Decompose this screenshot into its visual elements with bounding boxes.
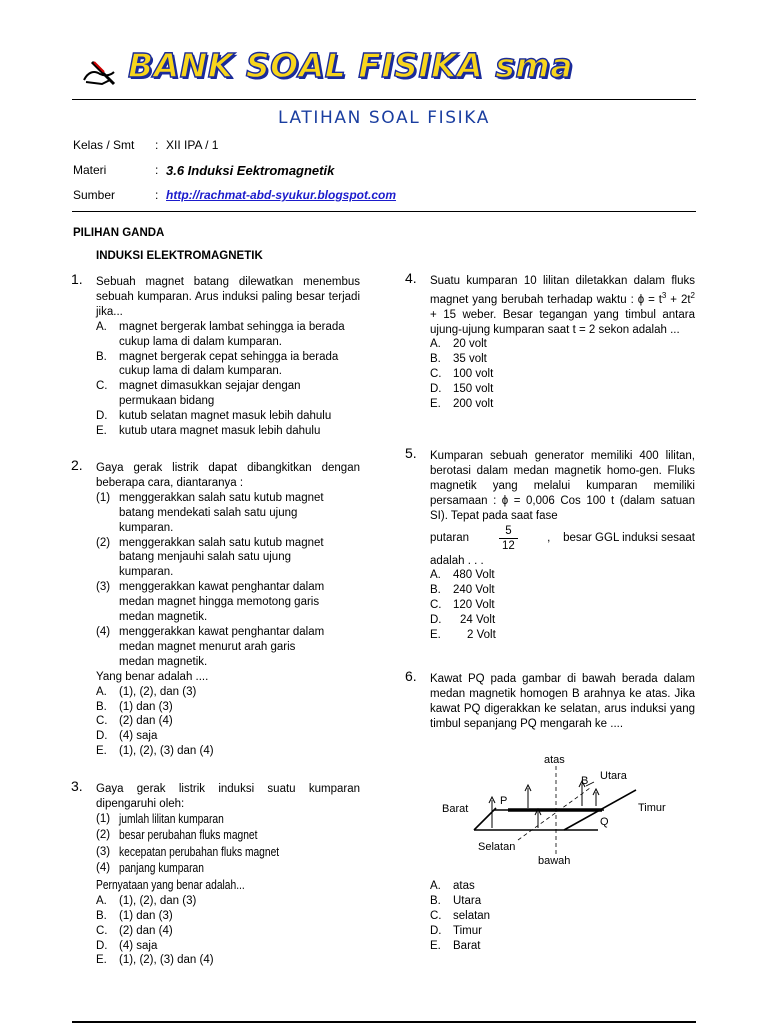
option-label: D. [96,730,108,743]
footer-divider [72,1021,696,1023]
option-label: E. [96,745,107,758]
option[interactable] [430,613,695,628]
question-text-part: adalah . . . [430,554,484,567]
statement [96,625,360,670]
meta-divider [72,211,696,212]
source-link[interactable]: http://rachmat-abd-syukur.blogspot.com [166,188,397,202]
banner-title: BANK SOAL FISIKA sma [128,46,574,85]
question-number: 3. [71,778,83,794]
label-b: B [581,775,589,787]
option[interactable] [430,628,695,643]
option-text: 150 volt [453,383,494,396]
option-text: 200 volt [453,398,494,411]
statement [96,536,360,581]
meta-colon: : [155,163,159,177]
option[interactable] [96,350,360,380]
statement-label: (4) [96,625,111,638]
option[interactable] [430,909,695,924]
option[interactable] [430,382,695,397]
option-label: D. [430,614,442,627]
phase-line [430,524,695,554]
question-6 [405,668,695,732]
option-label: C. [96,924,108,937]
option[interactable] [430,894,695,909]
option[interactable] [96,685,360,700]
option-label: A. [430,338,441,351]
meta-colon: : [155,138,159,152]
option-text: (1), (2), dan (3) [119,894,197,907]
statement-text: kecepatan perubahan fluks magnet [119,844,280,859]
label-q: Q [600,816,609,828]
statement-text: panjang kumparan [119,861,204,876]
question-number: 5. [405,445,417,461]
question-6-options [430,879,695,954]
statement-label: (1) [96,491,111,504]
option-text: 120 Volt [453,599,495,612]
option-text: magnet bergerak cepat sehingga ia berada cukup lama di dalam kumparan. [119,350,339,378]
statement [96,845,360,862]
phi-symbol: ϕ [637,293,645,306]
option-label: D. [430,924,442,937]
question-number: 1. [71,271,83,287]
option-text: kutub utara magnet masuk lebih dahulu [119,425,321,438]
meta-label: Sumber [73,188,116,202]
question-number: 6. [405,668,417,684]
statement [96,861,360,878]
option-text: 240 Volt [453,584,495,597]
exponent: 3 [661,290,667,300]
option[interactable] [96,939,360,954]
option-label: C. [430,368,442,381]
question-2 [71,457,360,759]
question-text [430,449,695,524]
option-text: (4) saja [119,730,158,743]
option[interactable] [96,320,360,350]
statement-text: jumlah lilitan kumparan [119,811,224,826]
meta-value: XII IPA / 1 [166,138,219,152]
option-label: A. [430,569,441,582]
phase-fraction [499,524,518,553]
option[interactable] [96,714,360,729]
statement [96,812,360,829]
option-text: selatan [453,909,491,922]
label-bawah: bawah [538,855,571,867]
option-text: 24 Volt [460,614,496,627]
option[interactable] [430,397,695,412]
option-text: Barat [453,939,481,952]
option-label: C. [430,909,442,922]
question-3 [71,778,360,968]
fraction-numerator: 5 [499,524,518,539]
statement-text: menggerakkan salah satu kutub magnet batang mendekati salah satu ujung kumparan. [119,491,324,534]
question-text: Sebuah magnet batang dilewatkan menembus sebuah kumparan. Arus induksi paling besar terjadi jika... [96,276,360,318]
statement-text: menggerakkan kawat penghantar dalam medan magnet menurut arah garis medan magnetik. [119,625,325,668]
section-heading: PILIHAN GANDA [73,227,165,239]
putaran-label: putaran [430,532,470,545]
option-label: E. [96,425,107,438]
option-text: (2) dan (4) [119,924,173,937]
meta-label: Materi [73,163,107,177]
question-prompt: Pernyataan yang benar adalah... [96,877,245,892]
exponent: 2 [690,290,695,300]
fraction-denominator: 12 [502,540,515,553]
question-text: Gaya gerak listrik dapat dibangkitkan dengan beberapa cara, diantaranya : [96,462,360,489]
option[interactable] [430,583,695,598]
option-label: E. [430,939,441,952]
label-barat: Barat [442,803,469,815]
meta-label: Kelas / Smt [73,138,135,152]
option-text: 100 volt [453,368,494,381]
option-label: C. [430,599,442,612]
option-text: magnet bergerak lambat sehingga ia berada cukup lama di dalam kumparan. [119,320,345,348]
meta-value: 3.6 Induksi Eektromagnetik [166,163,335,178]
option[interactable] [96,909,360,924]
meta-colon: : [155,188,159,202]
option[interactable] [430,879,695,894]
equation-part: + 2t [666,293,691,306]
question-number: 4. [405,270,417,286]
option-text: 480 Volt [453,569,495,582]
statement-label: (3) [96,581,111,594]
option[interactable] [96,744,360,759]
option[interactable] [430,367,695,382]
option[interactable] [430,598,695,613]
pen-hand-logo-icon [80,58,120,90]
north-south-axis [518,788,590,840]
option-label: B. [430,353,441,366]
option-label: D. [430,383,442,396]
option-label: A. [96,894,107,907]
option[interactable] [96,379,360,409]
question-text: Gaya gerak listrik induksi suatu kumparan dipengaruhi oleh: [96,783,360,810]
statement [96,491,360,536]
equation-part: = t [644,293,662,306]
option-text: (1) dan (3) [119,700,173,713]
option-label: E. [430,398,441,411]
question-text-part: Kumparan sebuah generator memiliki 400 lilitan, berotasi dalam medan magnetik homo-gen. Fluks magnetik yang melalui kumparan memiliki persamaan : [430,450,695,507]
question-4 [405,270,695,412]
option-text: Utara [453,894,482,907]
option[interactable] [96,409,360,424]
statement-text: besar perubahan fluks magnet [119,828,258,843]
section-subheading: INDUKSI ELEKTROMAGNETIK [96,250,263,262]
option-text: (4) saja [119,939,158,952]
option-label: A. [430,880,441,892]
option-label: D. [96,410,108,423]
option[interactable] [430,568,695,583]
question-prompt: Yang benar adalah .... [96,670,209,683]
statement-label: (1) [96,812,111,825]
option-label: C. [96,715,108,728]
statement-text: menggerakkan salah satu kutub magnet batang menjauhi salah satu ujung kumparan. [119,536,324,579]
label-p: P [500,795,508,807]
option-label: A. [96,685,107,698]
label-selatan: Selatan [478,841,516,853]
question-number: 2. [71,457,83,473]
option-label: A. [96,320,107,333]
option-label: B. [96,909,107,922]
option-label: E. [430,629,441,642]
statement-label: (2) [96,829,111,842]
option-text: (2) dan (4) [119,715,173,728]
option-text: magnet dimasukkan sejajar dengan permukaan bidang [119,380,301,408]
question-text-part: + 15 weber. Besar tegangan yang timbul antara ujung-ujung kumparan saat t = 2 sekon adalah ... [430,308,695,336]
option-label: B. [430,584,441,597]
label-timur: Timur [638,802,666,814]
question-text-part: = 0,006 Cos 100 t (dalam satuan SI). Tepat pada saat fase [430,494,695,522]
option-label: B. [96,700,107,713]
option[interactable] [430,352,695,367]
wire-magnetic-field-diagram [436,748,676,874]
question-text [430,274,695,337]
question-text: Kawat PQ pada gambar di bawah berada dalam medan magnetik homogen B arahnya ke atas. Jika kawat PQ digerakkan ke selatan, arus induksi yang timbul sepanjang PQ mengarah ke .... [430,673,695,730]
option-text: kutub selatan magnet masuk lebih dahulu [119,410,332,423]
option[interactable] [96,424,360,439]
option-text: (1), (2), (3) dan (4) [119,745,214,758]
option-label: B. [96,350,107,363]
statement-label: (4) [96,862,111,875]
statement-label: (3) [96,845,111,858]
statement-text: menggerakkan kawat penghantar dalam medan magnet hingga memotong garis medan magnetik. [119,581,325,624]
statement [96,828,360,845]
option-label: E. [96,954,107,967]
option-label: B. [430,894,441,907]
label-atas: atas [544,754,565,766]
rail-left [474,808,496,830]
option-text: 35 volt [453,353,487,366]
phi-symbol: ϕ [501,494,509,507]
label-utara: Utara [600,770,627,782]
option-label: D. [96,939,108,952]
option-text: (1), (2), (3) dan (4) [119,954,214,967]
option-text: 20 volt [453,338,487,351]
question-text-part: , besar GGL induksi sesaat [547,532,695,545]
question-1 [71,271,360,439]
option-text: atas [453,880,475,892]
option-text: (1), (2), dan (3) [119,685,197,698]
statement [96,580,360,625]
option-text: (1) dan (3) [119,909,173,922]
option-text: Timur [453,924,482,937]
option[interactable] [96,924,360,939]
question-5 [405,445,695,643]
header-divider [72,99,696,100]
statement-label: (2) [96,536,111,549]
option[interactable] [96,700,360,715]
page-title: LATIHAN SOAL FISIKA [278,108,490,128]
option[interactable] [96,729,360,744]
option-text: 2 Volt [467,629,496,642]
question-text-part: Suatu kumparan 10 lilitan diletakkan dalam fluks magnet yang berubah terhadap waktu : [430,275,695,306]
option[interactable] [430,924,695,939]
option-label: C. [96,380,108,393]
option[interactable] [96,894,360,909]
option[interactable] [430,939,695,954]
option[interactable] [96,953,360,968]
option[interactable] [430,337,695,352]
